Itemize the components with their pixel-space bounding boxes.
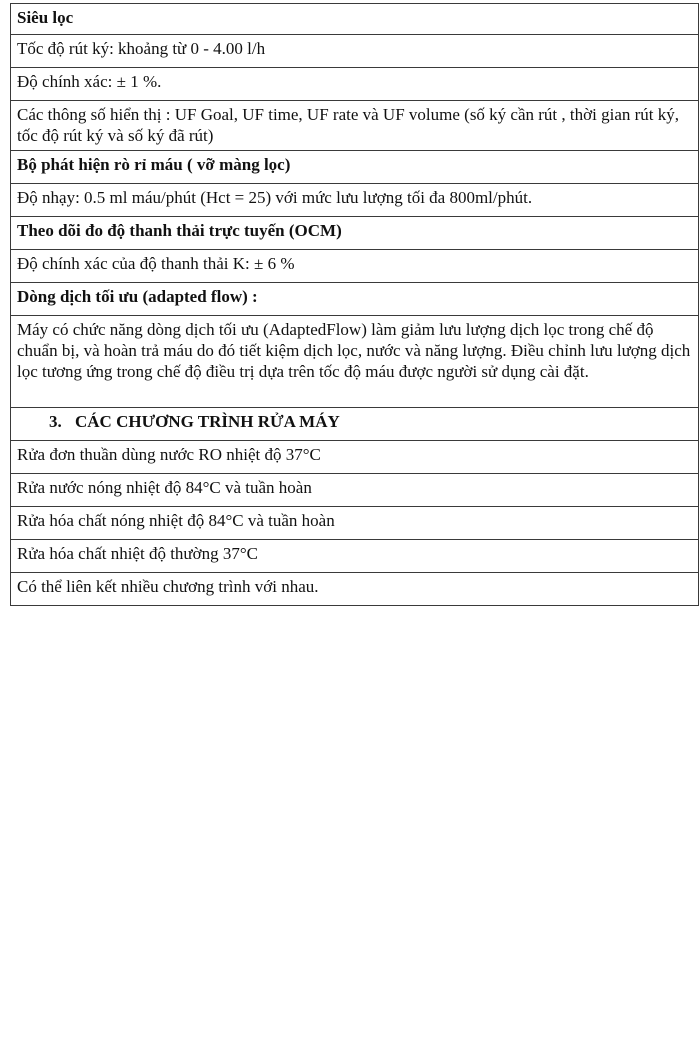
blood-leak-sensitivity: Độ nhạy: 0.5 ml máu/phút (Hct = 25) với mức lưu lượng tối đa 800ml/phút. [11,184,699,217]
adapted-flow-heading: Dòng dịch tối ưu (adapted flow) : [11,283,699,316]
table-row [11,474,699,507]
blood-leak-heading: Bộ phát hiện rò rỉ máu ( vỡ màng lọc) [11,151,699,184]
table-row [11,217,699,250]
table-row [11,316,699,408]
ultrafiltration-accuracy: Độ chính xác: ± 1 %. [11,68,699,101]
ultrafiltration-rate-range: Tốc độ rút ký: khoảng từ 0 - 4.00 l/h [11,35,699,68]
cleaning-program-item: Có thể liên kết nhiều chương trình với nhau. [11,573,699,606]
cleaning-program-item: Rửa hóa chất nhiệt độ thường 37°C [11,540,699,573]
table-row [11,4,699,35]
cleaning-program-item: Rửa nước nóng nhiệt độ 84°C và tuần hoàn [11,474,699,507]
ultrafiltration-heading: Siêu lọc [11,4,699,35]
adapted-flow-description: Máy có chức năng dòng dịch tối ưu (AdaptedFlow) làm giảm lưu lượng dịch lọc trong chế độ chuẩn bị, và hoàn trả máu do đó tiết kiệm dịch lọc, nước và năng lượng. Điều chỉnh lưu lượng dịch lọc tương ứng trong chế độ điều trị dựa trên tốc độ máu được người sử dụng cài đặt. [11,316,699,408]
table-row [11,573,699,606]
table-row [11,35,699,68]
table-row [11,441,699,474]
table-row [11,507,699,540]
section-title: CÁC CHƯƠNG TRÌNH RỬA MÁY [75,412,340,431]
table-row [11,283,699,316]
section-number: 3. [49,412,62,431]
cleaning-section-heading [11,408,699,441]
table-row [11,540,699,573]
cleaning-program-item: Rửa đơn thuần dùng nước RO nhiệt độ 37°C [11,441,699,474]
ocm-accuracy: Độ chính xác của độ thanh thải K: ± 6 % [11,250,699,283]
table-row [11,68,699,101]
table-row [11,184,699,217]
table-row [11,408,699,441]
cleaning-program-item: Rửa hóa chất nóng nhiệt độ 84°C và tuần hoàn [11,507,699,540]
table-row [11,151,699,184]
ultrafiltration-displayed-params: Các thông số hiển thị : UF Goal, UF time, UF rate và UF volume (số ký cần rút , thời gian rút ký, tốc độ rút ký và số ký đã rút) [11,101,699,151]
table-row [11,250,699,283]
ocm-heading: Theo dõi đo độ thanh thải trực tuyến (OCM) [11,217,699,250]
table-row [11,101,699,151]
specification-table [10,3,699,606]
